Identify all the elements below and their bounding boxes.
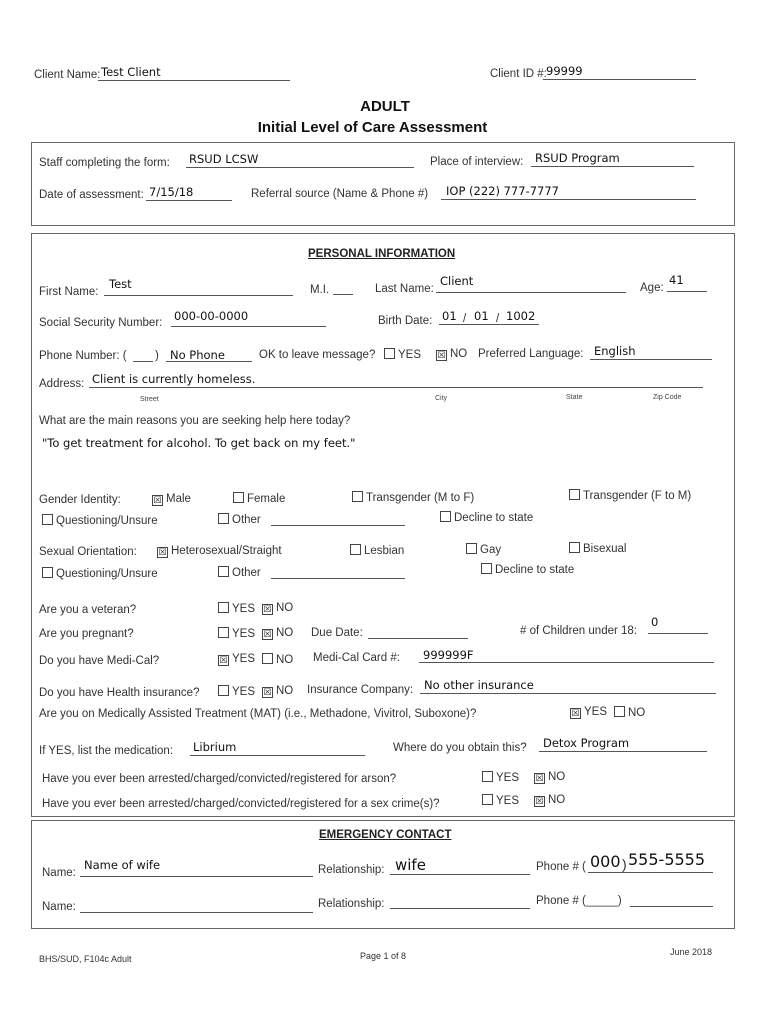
arson-no[interactable]: ☒ NO [535,771,566,783]
children-label: # of Children under 18: [520,625,637,637]
veteran-question: Are you a veteran? [39,604,137,616]
form-title: Initial Level of Care Assessment [257,119,488,136]
client-name-label: Client Name: [34,69,101,81]
checkbox-icon [481,563,492,574]
ssn-value[interactable]: 000-00-0000 [174,309,249,323]
checkbox-icon [42,514,53,525]
client-name-value[interactable]: Test Client [101,65,161,79]
medical-card-value[interactable]: 999999F [423,648,474,662]
obtain-value[interactable]: Detox Program [543,736,630,750]
orientation-lesbian[interactable]: Lesbian [350,544,404,557]
gender-trans-fm[interactable]: Transgender (F to M) [569,489,691,502]
street-caption: Street [140,396,159,403]
staff-label: Staff completing the form: [39,157,170,169]
phone-value[interactable]: No Phone [170,348,225,362]
reasons-answer[interactable]: "To get treatment for alcohol. To get back on my feet." [42,436,356,450]
emergency-phone-area[interactable]: 000 [590,852,621,871]
gender-female[interactable]: Female [233,492,285,505]
checked-checkbox-icon: ☒ [437,350,446,360]
orientation-decline[interactable]: Decline to state [481,563,574,576]
orientation-questioning[interactable]: Questioning/Unsure [42,567,158,580]
emergency-phone2-label: Phone # (_____) [536,895,622,907]
checked-checkbox-icon: ☒ [263,604,272,614]
ok-message-label: OK to leave message? [259,349,376,361]
language-label: Preferred Language: [478,348,584,360]
pregnant-no[interactable]: ☒ NO [263,627,294,639]
referral-label: Referral source (Name & Phone #) [251,188,429,200]
checkbox-icon [440,511,451,522]
mat-no[interactable]: NO [614,706,645,719]
emergency-relationship2-label: Relationship: [318,898,385,910]
address-value[interactable]: Client is currently homeless. [92,372,256,386]
place-label: Place of interview: [430,156,524,168]
checkbox-icon [569,542,580,553]
address-label: Address: [39,378,85,390]
checkbox-icon [218,566,229,577]
place-value[interactable]: RSUD Program [535,151,620,165]
emergency-contact-heading: EMERGENCY CONTACT [319,829,452,841]
first-name-label: First Name: [39,286,99,298]
insurance-no[interactable]: ☒ NO [263,685,294,697]
checkbox-icon [614,706,625,717]
checked-checkbox-icon: ☒ [571,708,580,718]
language-value[interactable]: English [594,344,636,358]
birth-month[interactable]: 01 [442,309,457,323]
checked-checkbox-icon: ☒ [219,655,228,665]
orientation-label: Sexual Orientation: [39,546,137,558]
checkbox-icon [218,513,229,524]
checkbox-icon [569,489,580,500]
ok-message-yes[interactable]: YES [384,348,421,361]
emergency-name2-label: Name: [42,901,76,913]
personal-info-heading: PERSONAL INFORMATION [308,248,456,260]
checkbox-icon [218,602,229,613]
gender-label: Gender Identity: [39,494,121,506]
checkbox-icon [482,771,493,782]
medical-question: Do you have Medi-Cal? [39,655,160,667]
form-title-adult: ADULT [360,98,410,115]
insurance-company-label: Insurance Company: [307,684,414,696]
ssn-label: Social Security Number: [39,317,163,329]
orientation-gay[interactable]: Gay [466,543,501,556]
birth-day[interactable]: 01 [474,309,489,323]
emergency-name-value[interactable]: Name of wife [84,858,161,872]
emergency-relationship-value[interactable]: wife [395,856,426,874]
form-id: BHS/SUD, F104c Adult [39,954,132,964]
client-id-label: Client ID #: [490,68,547,80]
city-caption: City [435,395,448,402]
page-number: Page 1 of 8 [360,951,407,961]
phone-label: Phone Number: ( [39,350,127,362]
gender-questioning[interactable]: Questioning/Unsure [42,514,158,527]
reasons-question: What are the main reasons you are seeking help here today? [39,415,351,427]
emergency-phone-number[interactable]: 555-5555 [628,850,706,869]
checkbox-icon [384,348,395,359]
referral-value[interactable]: IOP (222) 777-7777 [446,184,559,198]
veteran-no[interactable]: ☒ NO [263,602,294,614]
obtain-label: Where do you obtain this? [393,742,527,754]
last-name-label: Last Name: [375,283,434,295]
gender-other[interactable]: Other [218,513,261,526]
orientation-other[interactable]: Other [218,566,261,579]
checkbox-icon [218,685,229,696]
gender-male[interactable]: ☒ Male [153,493,191,505]
birth-year[interactable]: 1002 [506,309,536,323]
emergency-name-label: Name: [42,867,76,879]
checked-checkbox-icon: ☒ [158,547,167,557]
insurance-company-value[interactable]: No other insurance [424,678,534,692]
veteran-yes[interactable]: YES [218,602,255,615]
sex-crime-yes[interactable]: YES [482,794,519,807]
ok-message-no[interactable]: ☒ NO [437,348,468,360]
sex-crime-no[interactable]: ☒ NO [535,794,566,806]
checkbox-icon [233,492,244,503]
checkbox-icon [42,567,53,578]
emergency-phone-label: Phone # ( [536,861,586,873]
intake-box [31,142,735,226]
pregnant-question: Are you pregnant? [39,628,134,640]
age-label: Age: [640,282,664,294]
children-value[interactable]: 0 [651,615,659,629]
arson-yes[interactable]: YES [482,771,519,784]
date-value[interactable]: 7/15/18 [149,185,194,199]
checked-checkbox-icon: ☒ [535,796,544,806]
medical-no[interactable]: NO [262,653,293,666]
pregnant-yes[interactable]: YES [218,627,255,640]
emergency-relationship-label: Relationship: [318,864,385,876]
gender-decline[interactable]: Decline to state [440,511,533,524]
insurance-yes[interactable]: YES [218,685,255,698]
age-value[interactable]: 41 [669,273,684,287]
checkbox-icon [350,544,361,555]
date-label: Date of assessment: [39,189,144,201]
state-caption: State [566,394,583,401]
due-date-label: Due Date: [311,627,363,639]
zip-caption: Zip Code [653,394,682,401]
medical-card-label: Medi-Cal Card #: [313,652,400,664]
mat-question: Are you on Medically Assisted Treatment (MAT) (i.e., Methadone, Vivitrol, Suboxone)? [39,708,477,720]
first-name-value[interactable]: Test [109,277,132,291]
mi-label: M.I. [310,284,330,296]
gender-trans-mf[interactable]: Transgender (M to F) [352,491,474,504]
orientation-hetero[interactable]: ☒ Heterosexual/Straight [158,545,282,557]
medication-value[interactable]: Librium [193,740,237,754]
checkbox-icon [262,653,273,664]
orientation-bisexual[interactable]: Bisexual [569,542,626,555]
arson-question: Have you ever been arrested/charged/convicted/registered for arson? [42,773,397,785]
last-name-value[interactable]: Client [440,274,474,288]
birth-date-label: Birth Date: [378,315,433,327]
mat-yes[interactable]: ☒ YES [571,706,608,718]
checkbox-icon [466,543,477,554]
checked-checkbox-icon: ☒ [263,687,272,697]
medication-label: If YES, list the medication: [39,745,174,757]
checkbox-icon [352,491,363,502]
checkbox-icon [482,794,493,805]
checked-checkbox-icon: ☒ [263,629,272,639]
medical-yes[interactable]: ☒ YES [219,653,256,665]
staff-value[interactable]: RSUD LCSW [189,152,259,166]
revision-date: June 2018 [670,947,713,957]
checked-checkbox-icon: ☒ [535,773,544,783]
client-id-value[interactable]: 99999 [546,64,583,78]
checkbox-icon [218,627,229,638]
sex-crime-question: Have you ever been arrested/charged/convicted/registered for a sex crime(s)? [42,798,440,810]
checked-checkbox-icon: ☒ [153,495,162,505]
insurance-question: Do you have Health insurance? [39,687,200,699]
